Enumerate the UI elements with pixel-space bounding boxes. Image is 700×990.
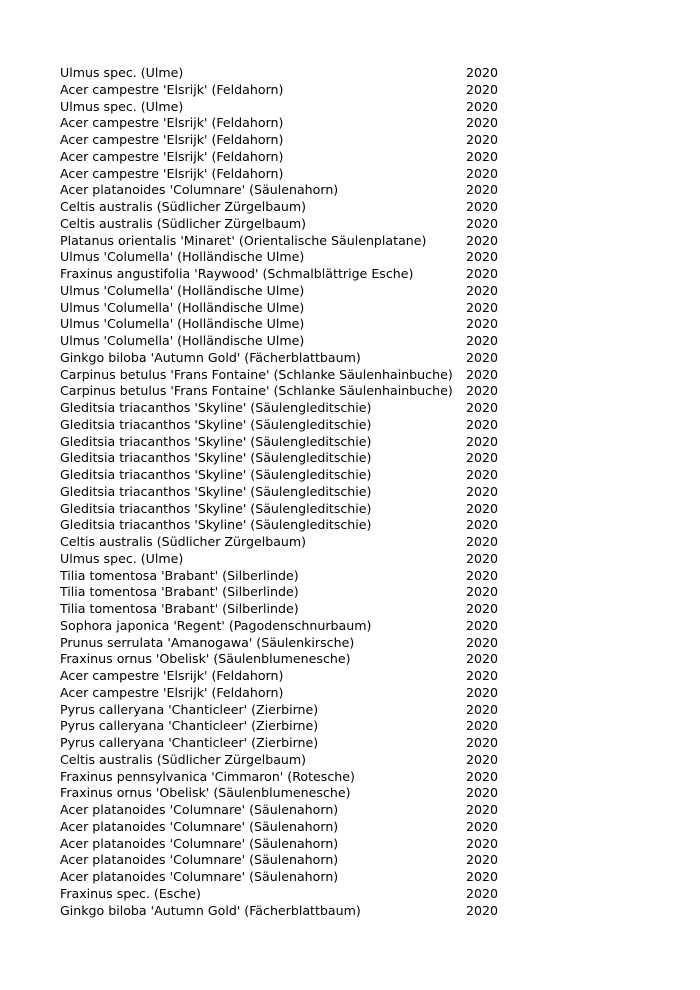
tree-species-cell: Acer platanoides 'Columnare' (Säulenahorn): [60, 802, 339, 817]
tree-species-cell: Acer platanoides 'Columnare' (Säulenahorn): [60, 835, 339, 851]
table-row: [60, 836, 500, 853]
planting-year-cell: 2020: [466, 768, 499, 784]
planting-year-cell: 2020: [466, 684, 499, 700]
table-row: [60, 685, 500, 702]
tree-species-cell: Gleditsia triacanthos 'Skyline' (Säulengleditschie): [60, 517, 372, 533]
tree-species-cell: Acer campestre 'Elsrijk' (Feldahorn): [60, 115, 284, 131]
tree-species-cell: Acer campestre 'Elsrijk' (Feldahorn): [60, 165, 284, 181]
table-row: [60, 718, 500, 735]
planting-year-cell: 2020: [466, 299, 499, 315]
table-row: [60, 735, 500, 752]
tree-species-cell: Pyrus calleryana 'Chanticleer' (Zierbirne): [60, 718, 319, 734]
table-row: [60, 316, 500, 333]
table-row: [60, 769, 500, 786]
tree-species-cell: Tilia tomentosa 'Brabant' (Silberlinde): [60, 584, 299, 600]
planting-year-cell: 2020: [466, 65, 499, 80]
table-row: [60, 635, 500, 652]
tree-species-cell: Gleditsia triacanthos 'Skyline' (Säulengleditschie): [60, 483, 372, 499]
table-row: [60, 618, 500, 635]
tree-species-cell: Carpinus betulus 'Frans Fontaine' (Schlanke Säulenhainbuche): [60, 366, 453, 382]
table-row: [60, 903, 500, 920]
tree-species-cell: Fraxinus spec. (Esche): [60, 885, 201, 901]
tree-species-cell: Celtis australis (Südlicher Zürgelbaum): [60, 751, 307, 767]
planting-year-cell: 2020: [466, 333, 499, 348]
tree-species-cell: Tilia tomentosa 'Brabant' (Silberlinde): [60, 601, 299, 616]
table-row: [60, 785, 500, 802]
table-row: [60, 216, 500, 233]
table-row: [60, 283, 500, 300]
tree-species-cell: Celtis australis (Südlicher Zürgelbaum): [60, 534, 307, 549]
table-row: [60, 266, 500, 283]
tree-species-cell: Ginkgo biloba 'Autumn Gold' (Fächerblattbaum): [60, 349, 361, 365]
tree-species-cell: Tilia tomentosa 'Brabant' (Silberlinde): [60, 567, 299, 583]
table-row: [60, 149, 500, 166]
tree-species-cell: Acer campestre 'Elsrijk' (Feldahorn): [60, 668, 284, 683]
tree-species-cell: Gleditsia triacanthos 'Skyline' (Säulengleditschie): [60, 450, 372, 466]
table-row: [60, 517, 500, 534]
tree-species-cell: Pyrus calleryana 'Chanticleer' (Zierbirne): [60, 735, 319, 750]
planting-year-cell: 2020: [466, 433, 499, 449]
planting-year-cell: 2020: [466, 215, 499, 231]
planting-year-cell: 2020: [466, 550, 499, 566]
planting-year-cell: 2020: [466, 785, 499, 801]
table-row: [60, 333, 500, 350]
planting-year-cell: 2020: [466, 835, 499, 851]
table-row: [60, 534, 500, 551]
planting-year-cell: 2020: [466, 584, 499, 600]
table-row: [60, 484, 500, 501]
tree-species-cell: Fraxinus pennsylvanica 'Cimmaron' (Rotesche): [60, 768, 355, 784]
planting-year-cell: 2020: [466, 751, 499, 767]
table-row: [60, 182, 500, 199]
planting-year-cell: 2020: [466, 98, 499, 114]
planting-year-cell: 2020: [466, 249, 499, 265]
tree-list-table: [60, 65, 500, 919]
tree-species-cell: Acer campestre 'Elsrijk' (Feldahorn): [60, 81, 284, 97]
tree-species-cell: Carpinus betulus 'Frans Fontaine' (Schlanke Säulenhainbuche): [60, 383, 453, 399]
table-row: [60, 869, 500, 886]
table-row: [60, 166, 500, 183]
tree-species-cell: Gleditsia triacanthos 'Skyline' (Säulengleditschie): [60, 433, 372, 449]
tree-species-cell: Acer platanoides 'Columnare' (Säulenahorn): [60, 869, 339, 884]
planting-year-cell: 2020: [466, 416, 499, 432]
planting-year-cell: 2020: [466, 115, 499, 131]
tree-species-cell: Platanus orientalis 'Minaret' (Orientalische Säulenplatane): [60, 232, 427, 248]
table-row: [60, 249, 500, 266]
planting-year-cell: 2020: [466, 852, 499, 868]
table-row: [60, 199, 500, 216]
planting-year-cell: 2020: [466, 148, 499, 164]
planting-year-cell: 2020: [466, 869, 499, 884]
planting-year-cell: 2020: [466, 802, 499, 817]
planting-year-cell: 2020: [466, 165, 499, 181]
planting-year-cell: 2020: [466, 735, 499, 750]
planting-year-cell: 2020: [466, 902, 499, 918]
table-row: [60, 450, 500, 467]
planting-year-cell: 2020: [466, 199, 499, 214]
tree-species-cell: Sophora japonica 'Regent' (Pagodenschnurbaum): [60, 617, 372, 633]
tree-species-cell: Pyrus calleryana 'Chanticleer' (Zierbirne): [60, 701, 319, 717]
table-row: [60, 584, 500, 601]
tree-species-cell: Ulmus 'Columella' (Holländische Ulme): [60, 282, 305, 298]
planting-year-cell: 2020: [466, 450, 499, 466]
table-row: [60, 501, 500, 518]
tree-species-cell: Ulmus spec. (Ulme): [60, 550, 184, 566]
planting-year-cell: 2020: [466, 668, 499, 683]
table-row: [60, 300, 500, 317]
planting-year-cell: 2020: [466, 885, 499, 901]
planting-year-cell: 2020: [466, 266, 499, 281]
table-row: [60, 551, 500, 568]
table-row: [60, 65, 500, 82]
table-row: [60, 467, 500, 484]
planting-year-cell: 2020: [466, 182, 499, 198]
table-row: [60, 434, 500, 451]
tree-species-cell: Gleditsia triacanthos 'Skyline' (Säulengleditschie): [60, 500, 372, 516]
tree-species-cell: Ulmus 'Columella' (Holländische Ulme): [60, 316, 305, 332]
table-row: [60, 886, 500, 903]
planting-year-cell: 2020: [466, 567, 499, 583]
planting-year-cell: 2020: [466, 617, 499, 633]
planting-year-cell: 2020: [466, 500, 499, 516]
planting-year-cell: 2020: [466, 232, 499, 248]
planting-year-cell: 2020: [466, 818, 499, 834]
tree-species-cell: Acer campestre 'Elsrijk' (Feldahorn): [60, 684, 284, 700]
tree-species-cell: Ginkgo biloba 'Autumn Gold' (Fächerblattbaum): [60, 902, 361, 918]
tree-species-cell: Fraxinus ornus 'Obelisk' (Säulenblumenesche): [60, 785, 351, 801]
tree-species-cell: Gleditsia triacanthos 'Skyline' (Säulengleditschie): [60, 400, 372, 415]
table-row: [60, 802, 500, 819]
tree-species-cell: Celtis australis (Südlicher Zürgelbaum): [60, 199, 307, 214]
table-row: [60, 702, 500, 719]
planting-year-cell: 2020: [466, 366, 499, 382]
table-row: [60, 82, 500, 99]
planting-year-cell: 2020: [466, 651, 499, 667]
planting-year-cell: 2020: [466, 601, 499, 616]
tree-species-cell: Acer platanoides 'Columnare' (Säulenahorn): [60, 852, 339, 868]
tree-species-cell: Ulmus 'Columella' (Holländische Ulme): [60, 333, 305, 348]
planting-year-cell: 2020: [466, 81, 499, 97]
tree-species-cell: Ulmus spec. (Ulme): [60, 98, 184, 114]
tree-species-cell: Gleditsia triacanthos 'Skyline' (Säulengleditschie): [60, 416, 372, 432]
table-row: [60, 601, 500, 618]
tree-species-cell: Ulmus spec. (Ulme): [60, 65, 184, 80]
table-row: [60, 350, 500, 367]
tree-species-cell: Celtis australis (Südlicher Zürgelbaum): [60, 215, 307, 231]
table-row: [60, 99, 500, 116]
planting-year-cell: 2020: [466, 282, 499, 298]
tree-species-cell: Fraxinus angustifolia 'Raywood' (Schmalblättrige Esche): [60, 266, 414, 281]
tree-species-cell: Acer campestre 'Elsrijk' (Feldahorn): [60, 148, 284, 164]
tree-species-cell: Acer platanoides 'Columnare' (Säulenahorn): [60, 818, 339, 834]
tree-species-cell: Acer campestre 'Elsrijk' (Feldahorn): [60, 132, 284, 147]
planting-year-cell: 2020: [466, 718, 499, 734]
table-row: [60, 233, 500, 250]
table-row: [60, 400, 500, 417]
tree-species-cell: Prunus serrulata 'Amanogawa' (Säulenkirsche): [60, 634, 355, 650]
planting-year-cell: 2020: [466, 132, 499, 147]
table-row: [60, 367, 500, 384]
planting-year-cell: 2020: [466, 483, 499, 499]
tree-species-cell: Acer platanoides 'Columnare' (Säulenahorn): [60, 182, 339, 198]
planting-year-cell: 2020: [466, 534, 499, 549]
tree-species-cell: Gleditsia triacanthos 'Skyline' (Säulengleditschie): [60, 467, 372, 482]
table-row: [60, 132, 500, 149]
table-row: [60, 383, 500, 400]
table-row: [60, 668, 500, 685]
planting-year-cell: 2020: [466, 349, 499, 365]
tree-species-cell: Fraxinus ornus 'Obelisk' (Säulenblumenesche): [60, 651, 351, 667]
planting-year-cell: 2020: [466, 517, 499, 533]
planting-year-cell: 2020: [466, 634, 499, 650]
planting-year-cell: 2020: [466, 383, 499, 399]
table-row: [60, 417, 500, 434]
table-row: [60, 115, 500, 132]
planting-year-cell: 2020: [466, 701, 499, 717]
table-row: [60, 651, 500, 668]
tree-species-cell: Ulmus 'Columella' (Holländische Ulme): [60, 249, 305, 265]
table-row: [60, 819, 500, 836]
tree-species-cell: Ulmus 'Columella' (Holländische Ulme): [60, 299, 305, 315]
table-row: [60, 752, 500, 769]
planting-year-cell: 2020: [466, 467, 499, 482]
table-row: [60, 568, 500, 585]
planting-year-cell: 2020: [466, 400, 499, 415]
planting-year-cell: 2020: [466, 316, 499, 332]
table-row: [60, 852, 500, 869]
